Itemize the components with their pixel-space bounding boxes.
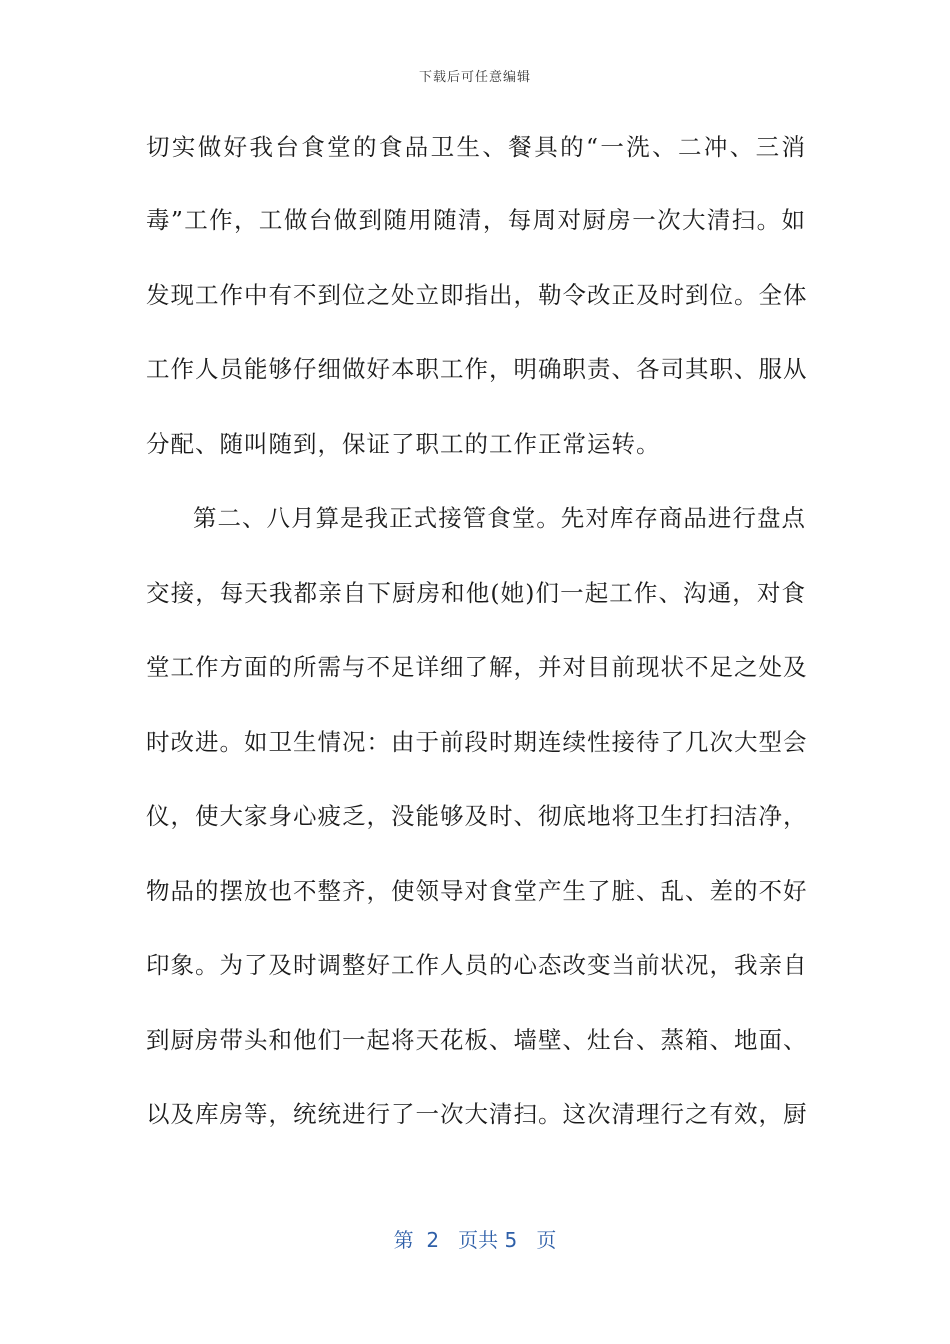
text-line: 发现工作中有不到位之处立即指出，勒令改正及时到位。全体 [146,281,808,309]
text-line: 到厨房带头和他们一起将天花板、墙壁、灶台、蒸箱、地面、 [146,1026,808,1054]
text-line: 交接，每天我都亲自下厨房和他(她)们一起工作、沟通，对食 [146,579,806,607]
text-line: 仪，使大家身心疲乏，没能够及时、彻底地将卫生打扫洁净， [146,802,808,830]
paragraph-start-line: 第二、八月算是我正式接管食堂。先对库存商品进行盘点 [193,504,806,532]
header-note: 下载后可任意编辑 [418,70,531,85]
text-line: 毒”工作，工做台做到随用随清，每周对厨房一次大清扫。如 [146,206,806,234]
text-line: 工作人员能够仔细做好本职工作，明确职责、各司其职、服从 [146,355,808,383]
text-line: 时改进。如卫生情况：由于前段时期连续性接待了几次大型会 [146,728,808,756]
text-line: 切实做好我台食堂的食品卫生、餐具的“一洗、二冲、三消 [146,133,806,161]
text-line: 印象。为了及时调整好工作人员的心态改变当前状况，我亲自 [146,951,808,979]
text-line: 堂工作方面的所需与不足详细了解，并对目前现状不足之处及 [146,653,808,681]
page-number: 第 2 页共 5 页 [393,1228,557,1252]
text-line: 分配、随叫随到，保证了职工的工作正常运转。 [146,430,661,458]
text-line: 物品的摆放也不整齐，使领导对食堂产生了脏、乱、差的不好 [146,877,808,905]
text-line: 以及库房等，统统进行了一次大清扫。这次清理行之有效，厨 [146,1100,808,1128]
